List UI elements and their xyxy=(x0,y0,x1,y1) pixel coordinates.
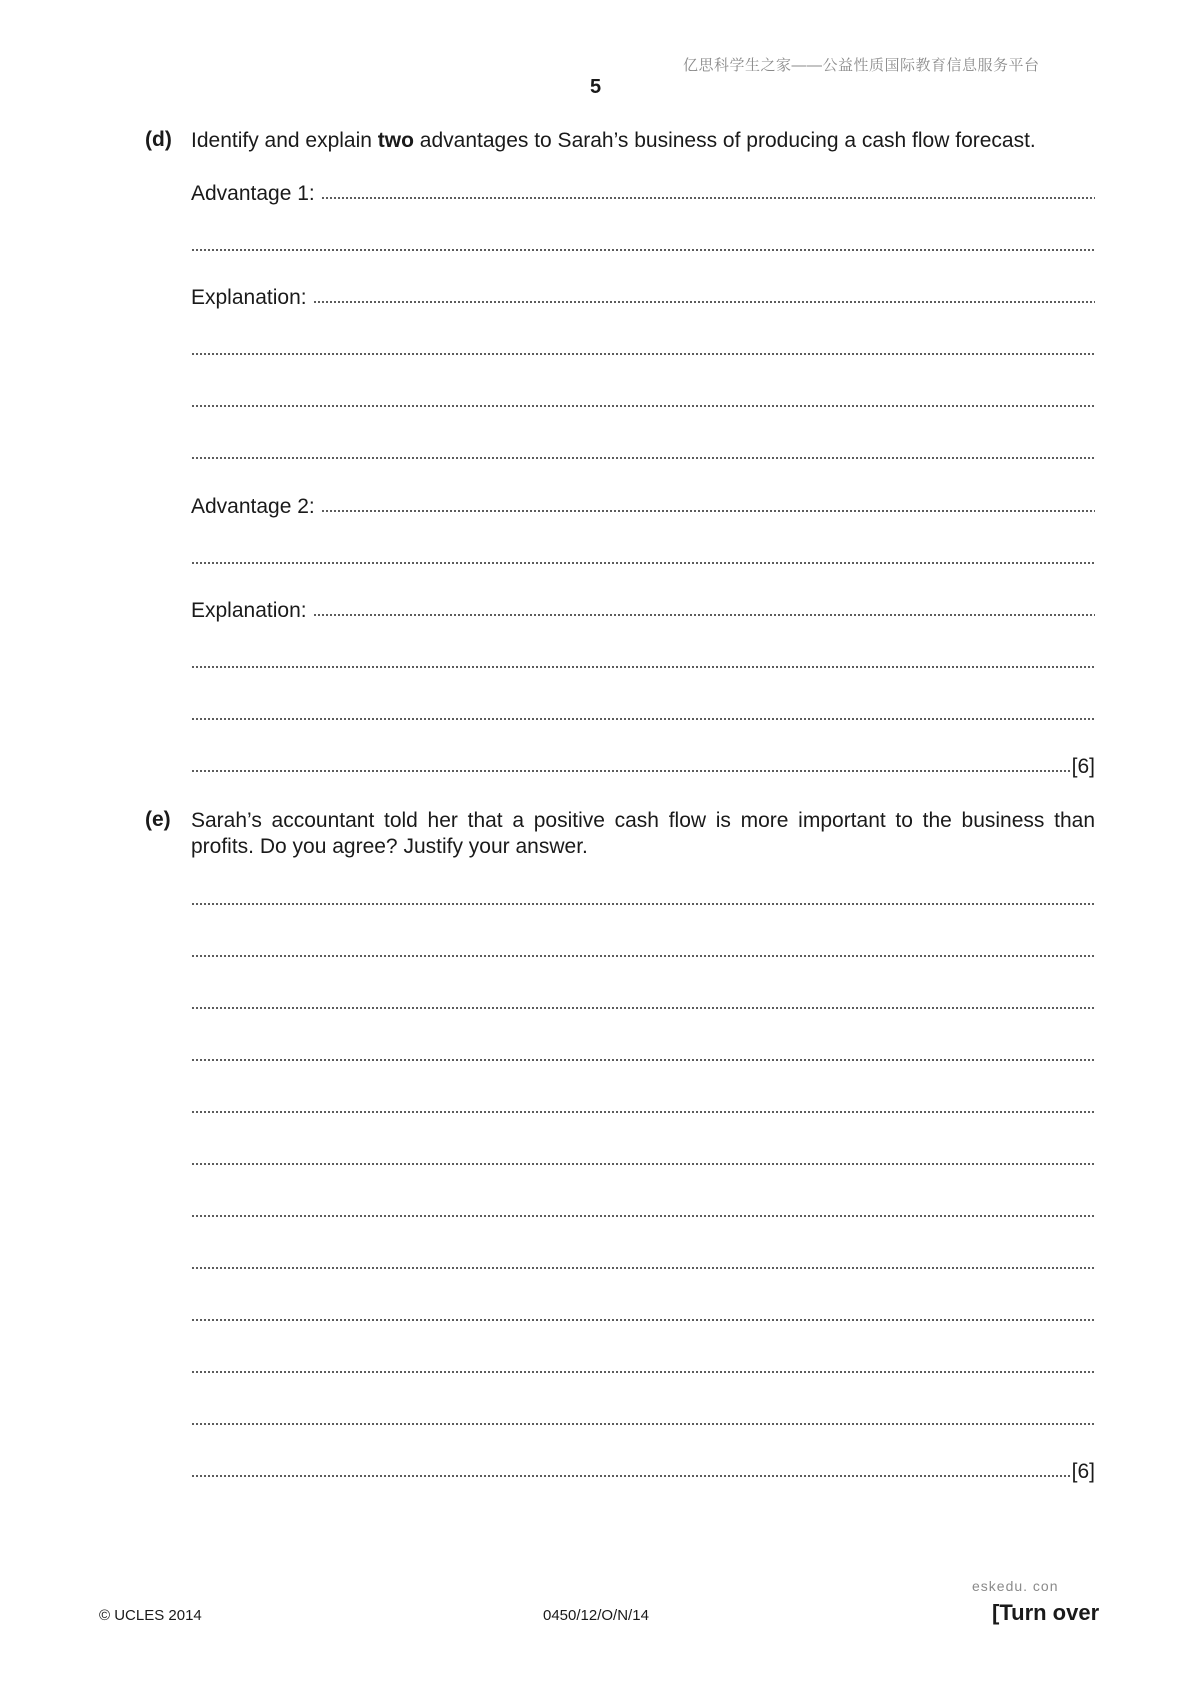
dotted-line xyxy=(191,954,1095,958)
site-watermark: eskedu. con xyxy=(972,1578,1059,1594)
dotted-line xyxy=(313,613,1095,617)
answer-line[interactable] xyxy=(191,440,1095,466)
question-d-text-bold: two xyxy=(377,129,414,152)
dotted-line xyxy=(191,665,1095,669)
dotted-line xyxy=(191,1318,1095,1322)
dotted-line xyxy=(191,1110,1095,1114)
advantage-1-label: Advantage 1: xyxy=(191,182,315,205)
answer-line[interactable] xyxy=(191,336,1095,362)
answer-line[interactable] xyxy=(191,1302,1095,1328)
answer-line[interactable] xyxy=(191,938,1095,964)
advantage-2-label: Advantage 2: xyxy=(191,495,315,518)
dotted-line xyxy=(191,1214,1095,1218)
explanation-2-label: Explanation: xyxy=(191,599,307,622)
dotted-line xyxy=(321,509,1095,513)
watermark-text: 亿思科学生之家——公益性质国际教育信息服务平台 xyxy=(683,57,1040,74)
dotted-line xyxy=(191,456,1095,460)
question-d-text xyxy=(191,128,1036,154)
dotted-line xyxy=(191,1058,1095,1062)
answer-line[interactable] xyxy=(191,1250,1095,1276)
answer-line[interactable] xyxy=(191,1198,1095,1224)
dotted-line xyxy=(191,561,1095,565)
answer-line[interactable] xyxy=(191,1094,1095,1120)
question-e-text-line-2: profits. Do you agree? Justify your answer. xyxy=(191,835,588,858)
answer-line[interactable] xyxy=(191,701,1095,727)
marks-e: [6] xyxy=(1071,1460,1095,1483)
question-e-text-line-1: Sarah’s accountant told her that a positive cash flow is more important to the business than xyxy=(191,809,1095,832)
dotted-line xyxy=(191,1370,1095,1374)
answer-line[interactable] xyxy=(191,1406,1095,1432)
answer-line-advantage-1[interactable] xyxy=(191,180,1095,206)
answer-line-advantage-2[interactable] xyxy=(191,493,1095,519)
answer-line[interactable] xyxy=(191,990,1095,1016)
dotted-line xyxy=(191,1474,1070,1478)
dotted-line xyxy=(191,1006,1095,1010)
dotted-line xyxy=(321,196,1095,200)
dotted-line xyxy=(191,769,1070,773)
dotted-line xyxy=(191,717,1095,721)
dotted-line xyxy=(191,1266,1095,1270)
dotted-line xyxy=(191,248,1095,252)
marks-d: [6] xyxy=(1071,755,1095,778)
answer-line-final-d[interactable] xyxy=(191,753,1095,779)
dotted-line xyxy=(191,352,1095,356)
question-e-label: (e) xyxy=(145,808,171,831)
copyright: © UCLES 2014 xyxy=(99,1607,202,1624)
question-d-text-before: Identify and explain xyxy=(191,129,378,152)
dotted-line xyxy=(191,404,1095,408)
answer-line[interactable] xyxy=(191,1042,1095,1068)
page-number: 5 xyxy=(589,76,602,98)
explanation-1-label: Explanation: xyxy=(191,286,307,309)
turn-over: [Turn over xyxy=(992,1600,1100,1625)
dotted-line xyxy=(313,300,1095,304)
paper-code: 0450/12/O/N/14 xyxy=(543,1607,649,1624)
question-d-label: (d) xyxy=(145,128,172,151)
answer-line[interactable] xyxy=(191,886,1095,912)
dotted-line xyxy=(191,1422,1095,1426)
answer-line-explanation-2[interactable] xyxy=(191,597,1095,623)
question-d-text-after: advantages to Sarah’s business of producing a cash flow forecast. xyxy=(413,129,1036,152)
answer-line[interactable] xyxy=(191,232,1095,258)
dotted-line xyxy=(191,1162,1095,1166)
answer-line[interactable] xyxy=(191,545,1095,571)
answer-line[interactable] xyxy=(191,1146,1095,1172)
answer-line-explanation-1[interactable] xyxy=(191,284,1095,310)
answer-line[interactable] xyxy=(191,1354,1095,1380)
dotted-line xyxy=(191,902,1095,906)
answer-line[interactable] xyxy=(191,649,1095,675)
question-e-text xyxy=(191,808,1095,860)
answer-line-final-e[interactable] xyxy=(191,1458,1095,1484)
answer-line[interactable] xyxy=(191,388,1095,414)
